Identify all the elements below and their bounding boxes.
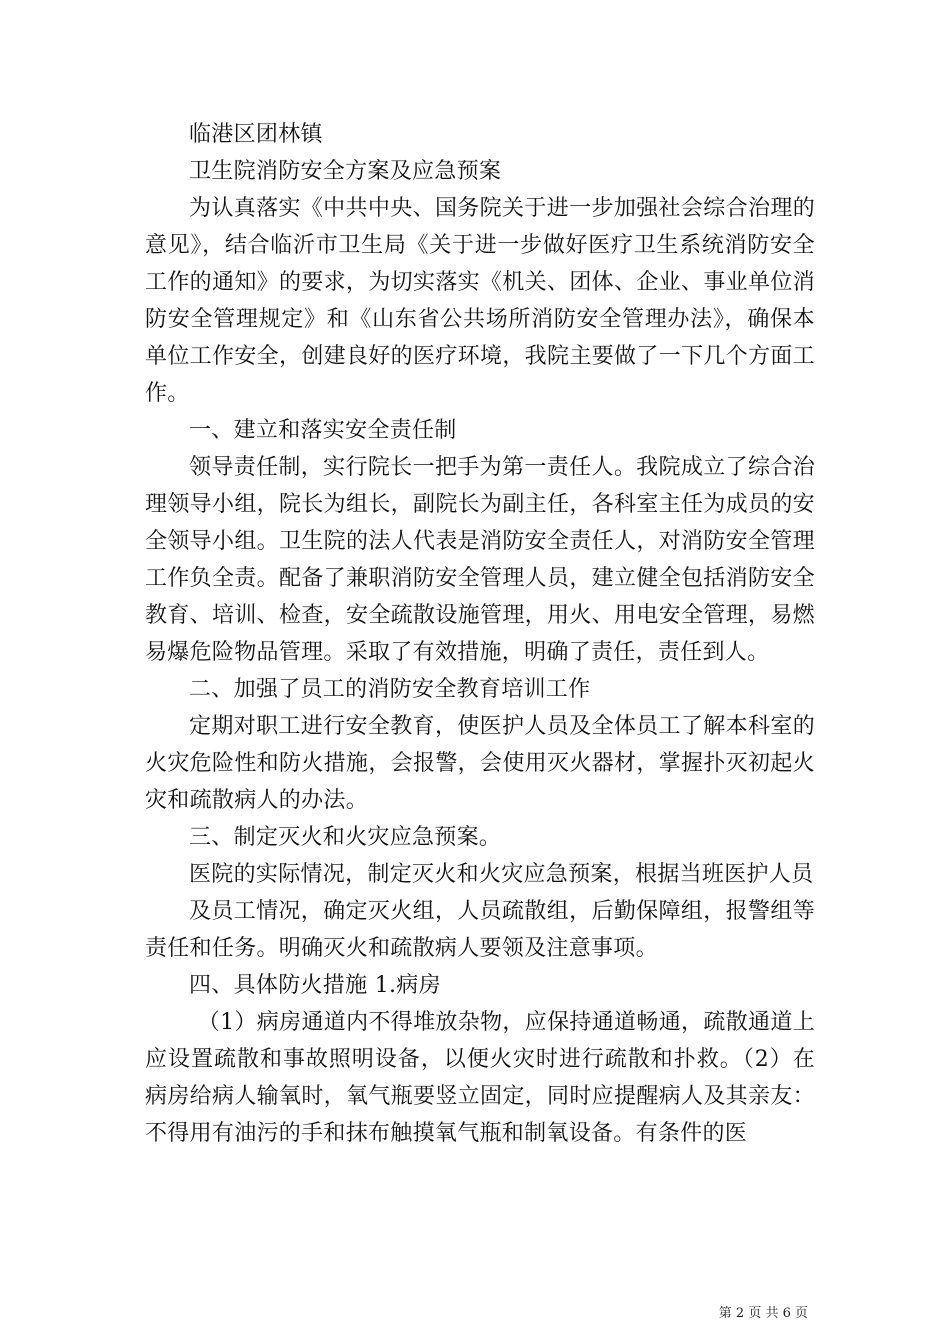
section-heading-2: 二、加强了员工的消防安全教育培训工作 bbox=[189, 677, 591, 702]
section-heading-1: 一、建立和落实安全责任制 bbox=[189, 418, 457, 443]
paragraph-section-1: 领导责任制，实行院长一把手为第一责任人。我院成立了综合治理领导小组，院长为组长，副院长为副主任，各科室主任为成员的安全领导小组。卫生院的法人代表是消防安全责任人，对消防安全管理工作负全责。配备了兼职消防安全管理人员，建立健全包括消防安全教育、培训、检查，安全疏散设施管理，用火、用电安全管理，易燃易爆危险物品管理。采取了有效措施，明确了责任，责任到人。 bbox=[145, 455, 815, 665]
heading-line-1: 临港区团林镇 bbox=[189, 122, 323, 147]
paragraph-section-3b: 及员工情况，确定灭火组，人员疏散组，后勤保障组，报警组等责任和任务。明确灭火和疏散病人要领及注意事项。 bbox=[145, 899, 815, 961]
paragraph-intro: 为认真落实《中共中央、国务院关于进一步加强社会综合治理的意见》，结合临沂市卫生局《关于进一步做好医疗卫生系统消防安全工作的通知》的要求，为切实落实《机关、团体、企业、事业单位消防安全管理规定》和《山东省公共场所消防安全管理办法》，确保本单位工作安全，创建良好的医疗环境，我院主要做了一下几个方面工作。 bbox=[145, 196, 815, 406]
heading-line-2: 卫生院消防安全方案及应急预案 bbox=[189, 159, 502, 184]
paragraph-section-4: （1）病房通道内不得堆放杂物，应保持通道畅通，疏散通道上应设置疏散和事故照明设备，以便火灾时进行疏散和扑救。（2）在病房给病人输氧时，氧气瓶要竖立固定，同时应提醒病人及其亲友：不得用有油污的手和抹布触摸氧气瓶和制氧设备。有条件的医 bbox=[145, 1010, 815, 1146]
section-heading-4: 四、具体防火措施 1.病房 bbox=[189, 973, 441, 998]
document-body bbox=[145, 116, 815, 1152]
section-heading-3: 三、制定灭火和火灾应急预案。 bbox=[189, 825, 502, 850]
page-number: 第 2 页 共 6 页 bbox=[718, 1306, 808, 1321]
paragraph-section-3a: 医院的实际情况，制定灭火和火灾应急预案，根据当班医护人员 bbox=[189, 862, 814, 887]
paragraph-section-2: 定期对职工进行安全教育，使医护人员及全体员工了解本科室的火灾危险性和防火措施，会报警，会使用灭火器材，掌握扑灭初起火灾和疏散病人的办法。 bbox=[145, 714, 815, 813]
